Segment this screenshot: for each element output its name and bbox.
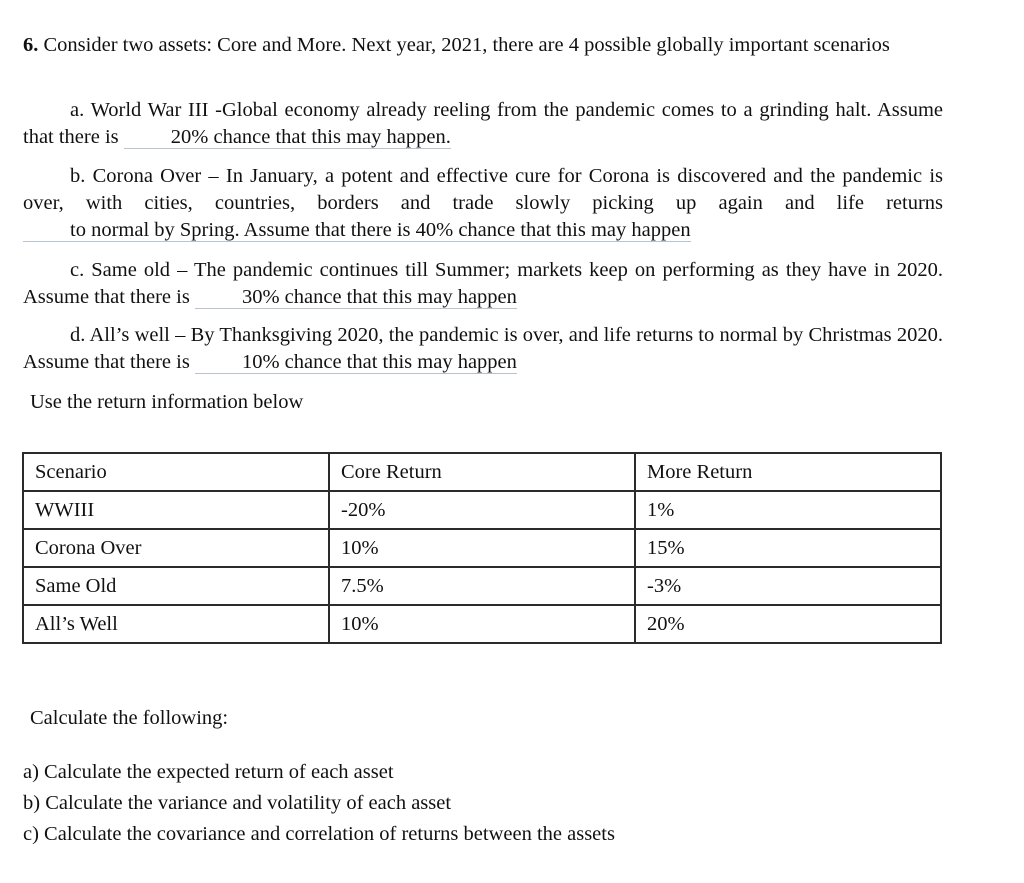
scenario-a-chance: 20% chance that this may happen.	[124, 126, 451, 149]
scenario-c	[23, 257, 943, 311]
tasks-heading: Calculate the following:	[30, 707, 229, 729]
table-header-row	[23, 453, 941, 491]
scenario-b-text: b. Corona Over – In January, a potent and effective cure for Corona is discovered and the pandemic is over, with cities, countries, borders and trade slowly picking up again and life returns	[23, 165, 943, 214]
cell-core-return: -20%	[329, 491, 635, 529]
list-item: c) Calculate the covariance and correlation of returns between the assets	[23, 823, 615, 845]
cell-scenario: All’s Well	[23, 605, 329, 643]
cell-core-return: 10%	[329, 529, 635, 567]
header-scenario: Scenario	[23, 453, 329, 491]
question-intro	[23, 32, 943, 59]
cell-more-return: 20%	[635, 605, 941, 643]
cell-core-return: 7.5%	[329, 567, 635, 605]
cell-scenario: WWIII	[23, 491, 329, 529]
cell-core-return: 10%	[329, 605, 635, 643]
scenario-a	[23, 97, 943, 151]
cell-more-return: -3%	[635, 567, 941, 605]
cell-scenario: Corona Over	[23, 529, 329, 567]
cell-scenario: Same Old	[23, 567, 329, 605]
scenario-d-text: d. All’s well – By Thanksgiving 2020, the pandemic is over, and life returns to normal by Christmas 2020. Assume that there is	[23, 324, 943, 373]
scenario-a-text: a. World War III -Global economy already reeling from the pandemic comes to a grinding halt. Assume that there is	[23, 99, 943, 148]
cell-more-return: 1%	[635, 491, 941, 529]
cell-more-return: 15%	[635, 529, 941, 567]
scenario-d-chance: 10% chance that this may happen	[195, 351, 517, 374]
scenario-b-chance: to normal by Spring. Assume that there is 40% chance that this may happen	[23, 219, 691, 242]
scenario-c-chance: 30% chance that this may happen	[195, 286, 517, 309]
question-intro-text: Consider two assets: Core and More. Next year, 2021, there are 4 possible globally important scenarios	[43, 34, 890, 56]
returns-table	[22, 452, 942, 644]
list-item: b) Calculate the variance and volatility of each asset	[23, 792, 452, 814]
header-more-return: More Return	[635, 453, 941, 491]
list-item: a) Calculate the expected return of each asset	[23, 761, 394, 783]
tasks-list	[23, 757, 943, 850]
table-row	[23, 605, 941, 643]
table-row	[23, 491, 941, 529]
table-row	[23, 567, 941, 605]
scenario-b	[23, 163, 943, 244]
scenario-d	[23, 322, 943, 376]
table-intro: Use the return information below	[30, 391, 304, 413]
question-number: 6.	[23, 34, 39, 56]
scenario-c-text: c. Same old – The pandemic continues till Summer; markets keep on performing as they have in 2020. Assume that there is	[23, 259, 943, 308]
table-row	[23, 529, 941, 567]
header-core-return: Core Return	[329, 453, 635, 491]
